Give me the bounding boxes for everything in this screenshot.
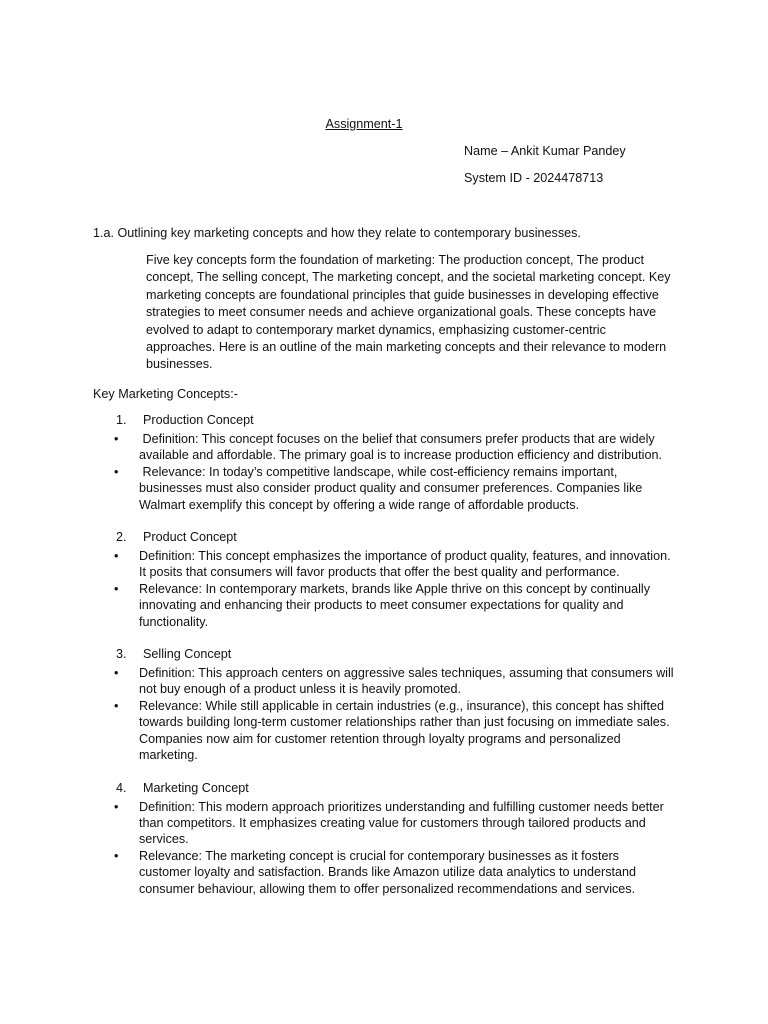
concept-item: [0, 412, 768, 513]
bullet-dot-icon: •: [114, 848, 119, 863]
intro-paragraph: Five key concepts form the foundation of marketing: The production concept, The product concept, The selling concept, The marketing concept, and the societal marketing concept. Key marketing concepts are foundational principles that guide businesses in developing effective strategies to meet consumer needs and achieve organizational goals. These concepts have evolved to adapt to contemporary market dynamics, emphasizing customer-centric approaches. Here is an outline of the main marketing concepts and their relevance to modern businesses.: [146, 253, 671, 372]
bullet-dot-icon: •: [114, 666, 119, 681]
bullet-text: Definition: This concept emphasizes the importance of product quality, features, and innovation. It posits that consumers will favor products that offer the best quality and performance.: [139, 549, 671, 580]
bullet-text: Relevance: In contemporary markets, brands like Apple thrive on this concept by continually innovating and enhancing their products to meet consumer expectations for quality and functionality.: [139, 581, 651, 629]
bullet-item: [0, 581, 674, 630]
bullet-item: [0, 698, 674, 764]
concept-item: [0, 646, 768, 763]
assignment-title: Assignment-1: [325, 117, 403, 131]
bullet-item: [0, 464, 674, 513]
bullet-item: [0, 431, 674, 464]
bullet-text: Relevance: The marketing concept is crucial for contemporary businesses as it fosters customer loyalty and satisfaction. Brands like Amazon utilize data analytics to understand consumer behaviour, allowing them to offer personalized recommendations and services.: [139, 848, 637, 896]
bullet-item: [0, 665, 674, 698]
bullet-dot-icon: •: [114, 549, 119, 564]
bullet-dot-icon: •: [114, 432, 119, 446]
bullet-item: [0, 548, 674, 581]
concept-list: [0, 412, 768, 913]
concept-title: [0, 412, 768, 428]
concept-title: [0, 780, 768, 796]
bullet-text: Definition: This concept focuses on the belief that consumers prefer products that are widely available and affordable. The primary goal is to increase production efficiency and distribution.: [139, 432, 662, 463]
student-name: Name – Ankit Kumar Pandey: [464, 144, 626, 158]
concept-title-text: Selling Concept: [143, 647, 232, 662]
concept-number: 2.: [116, 530, 127, 545]
concept-title-text: Marketing Concept: [143, 780, 249, 795]
bullet-text: Definition: This modern approach prioritizes understanding and fulfilling customer needs better than competitors. It emphasizes creating value for customers through tailored products and services.: [139, 799, 664, 847]
concept-title-text: Product Concept: [143, 530, 237, 545]
bullet-text: Relevance: While still applicable in certain industries (e.g., insurance), this concept has shifted towards building long-term customer relationships rather than just focusing on immediate sales. Companies now aim for customer retention through loyalty programs and personalized marketing.: [139, 698, 670, 763]
concept-title: [0, 646, 768, 662]
bullet-dot-icon: •: [114, 799, 119, 814]
system-id: System ID - 2024478713: [464, 171, 604, 185]
question-heading: 1.a. Outlining key marketing concepts and how they relate to contemporary businesses.: [93, 226, 581, 240]
section-heading: Key Marketing Concepts:-: [93, 387, 238, 401]
concept-item: [0, 780, 768, 897]
concept-number: 3.: [116, 647, 127, 662]
concept-title: [0, 529, 768, 545]
concept-item: [0, 529, 768, 630]
bullet-text: Relevance: In today’s competitive landscape, while cost-efficiency remains important, businesses must also consider product quality and consumer preferences. Companies like Walmart exemplify this concept by offering a wide range of affordable products.: [139, 464, 646, 512]
concept-number: 4.: [116, 780, 127, 795]
bullet-dot-icon: •: [114, 698, 119, 713]
concept-title-text: Production Concept: [143, 413, 254, 427]
bullet-dot-icon: •: [114, 464, 119, 479]
concept-number: 1.: [116, 413, 127, 427]
bullet-item: [0, 799, 674, 848]
bullet-text: Definition: This approach centers on aggressive sales techniques, assuming that consumers will not buy enough of a product unless it is heavily promoted.: [139, 666, 674, 697]
bullet-item: [0, 848, 674, 897]
bullet-dot-icon: •: [114, 581, 119, 596]
